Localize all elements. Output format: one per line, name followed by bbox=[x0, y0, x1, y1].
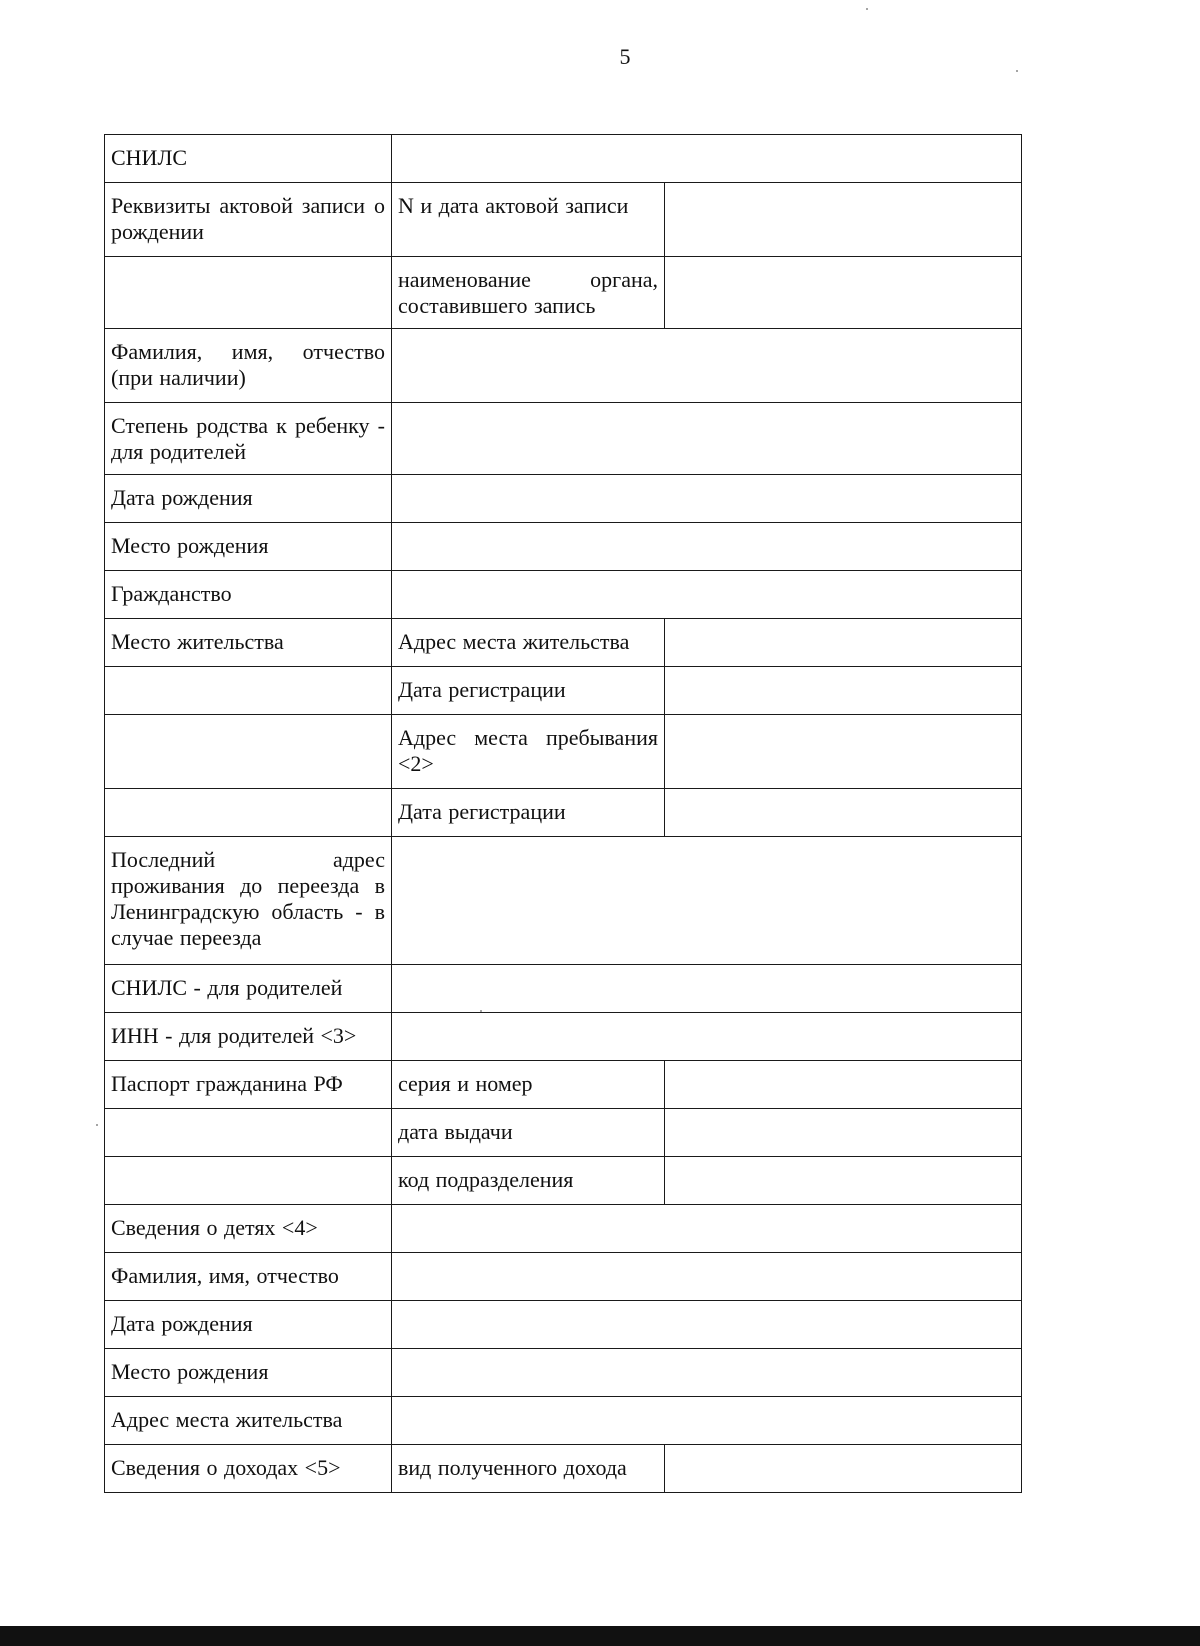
row-label bbox=[105, 1109, 392, 1157]
table-row bbox=[105, 135, 1022, 183]
row-label: ИНН - для родителей <3> bbox=[105, 1013, 392, 1061]
sub-label: Адрес места жительства bbox=[392, 619, 665, 667]
table-row bbox=[105, 475, 1022, 523]
sub-label: серия и номер bbox=[392, 1061, 665, 1109]
table-row bbox=[105, 1397, 1022, 1445]
value-field[interactable] bbox=[665, 715, 1022, 789]
value-field[interactable] bbox=[392, 1205, 1022, 1253]
sub-label: Адрес места пребывания <2> bbox=[392, 715, 665, 789]
value-field[interactable] bbox=[665, 1061, 1022, 1109]
table-row bbox=[105, 1061, 1022, 1109]
row-label bbox=[105, 1157, 392, 1205]
row-label: СНИЛС - для родителей bbox=[105, 965, 392, 1013]
table-row bbox=[105, 257, 1022, 329]
scan-speck bbox=[1016, 70, 1018, 72]
value-field[interactable] bbox=[392, 1301, 1022, 1349]
sub-label: дата выдачи bbox=[392, 1109, 665, 1157]
row-label: Реквизиты актовой записи о рождении bbox=[105, 183, 392, 257]
row-label bbox=[105, 257, 392, 329]
application-form-table bbox=[104, 134, 1022, 1493]
value-field[interactable] bbox=[392, 135, 1022, 183]
row-label: Сведения о детях <4> bbox=[105, 1205, 392, 1253]
row-label: Место жительства bbox=[105, 619, 392, 667]
value-field[interactable] bbox=[392, 571, 1022, 619]
value-field[interactable] bbox=[665, 183, 1022, 257]
row-label: Сведения о доходах <5> bbox=[105, 1445, 392, 1493]
value-field[interactable] bbox=[392, 1349, 1022, 1397]
sub-label: Дата регистрации bbox=[392, 667, 665, 715]
value-field[interactable] bbox=[392, 475, 1022, 523]
row-label: Место рождения bbox=[105, 523, 392, 571]
scan-speck bbox=[866, 8, 868, 10]
scan-speck bbox=[96, 1124, 98, 1126]
table-row bbox=[105, 1205, 1022, 1253]
sub-label: наименование органа, составившего запись bbox=[392, 257, 665, 329]
table-row bbox=[105, 1013, 1022, 1061]
table-row bbox=[105, 329, 1022, 403]
table-row bbox=[105, 789, 1022, 837]
row-label: Паспорт гражданина РФ bbox=[105, 1061, 392, 1109]
value-field[interactable] bbox=[665, 257, 1022, 329]
table-row bbox=[105, 1157, 1022, 1205]
table-row bbox=[105, 571, 1022, 619]
table-row bbox=[105, 523, 1022, 571]
table-row bbox=[105, 1301, 1022, 1349]
row-label: Адрес места жительства bbox=[105, 1397, 392, 1445]
table-row bbox=[105, 619, 1022, 667]
row-label: Фамилия, имя, отчество bbox=[105, 1253, 392, 1301]
value-field[interactable] bbox=[665, 1109, 1022, 1157]
value-field[interactable] bbox=[665, 667, 1022, 715]
page-number: 5 bbox=[619, 44, 631, 69]
table-row bbox=[105, 1349, 1022, 1397]
row-label: Дата рождения bbox=[105, 1301, 392, 1349]
table-row bbox=[105, 1253, 1022, 1301]
value-field[interactable] bbox=[392, 837, 1022, 965]
sub-label: вид полученного дохода bbox=[392, 1445, 665, 1493]
value-field[interactable] bbox=[392, 1397, 1022, 1445]
row-label bbox=[105, 715, 392, 789]
row-label: Гражданство bbox=[105, 571, 392, 619]
row-label: СНИЛС bbox=[105, 135, 392, 183]
value-field[interactable] bbox=[392, 329, 1022, 403]
sub-label: N и дата актовой записи bbox=[392, 183, 665, 257]
value-field[interactable] bbox=[392, 965, 1022, 1013]
value-field[interactable] bbox=[392, 1013, 1022, 1061]
table-row bbox=[105, 667, 1022, 715]
row-label: Место рождения bbox=[105, 1349, 392, 1397]
value-field[interactable] bbox=[665, 619, 1022, 667]
scan-edge-band bbox=[0, 1626, 1200, 1646]
value-field[interactable] bbox=[392, 403, 1022, 475]
row-label: Дата рождения bbox=[105, 475, 392, 523]
table-row bbox=[105, 837, 1022, 965]
value-field[interactable] bbox=[665, 1445, 1022, 1493]
value-field[interactable] bbox=[392, 523, 1022, 571]
row-label: Степень родства к ребенку - для родителей bbox=[105, 403, 392, 475]
sub-label: код подразделения bbox=[392, 1157, 665, 1205]
row-label: Последний адрес проживания до переезда в Ленинградскую область - в случае переезда bbox=[105, 837, 392, 965]
value-field[interactable] bbox=[665, 1157, 1022, 1205]
table-row bbox=[105, 403, 1022, 475]
table-row bbox=[105, 183, 1022, 257]
row-label: Фамилия, имя, отчество (при наличии) bbox=[105, 329, 392, 403]
value-field[interactable] bbox=[392, 1253, 1022, 1301]
value-field[interactable] bbox=[665, 789, 1022, 837]
table-row bbox=[105, 965, 1022, 1013]
table-row bbox=[105, 715, 1022, 789]
scan-speck bbox=[480, 1010, 482, 1012]
table-row bbox=[105, 1445, 1022, 1493]
row-label bbox=[105, 667, 392, 715]
table-row bbox=[105, 1109, 1022, 1157]
sub-label: Дата регистрации bbox=[392, 789, 665, 837]
row-label bbox=[105, 789, 392, 837]
